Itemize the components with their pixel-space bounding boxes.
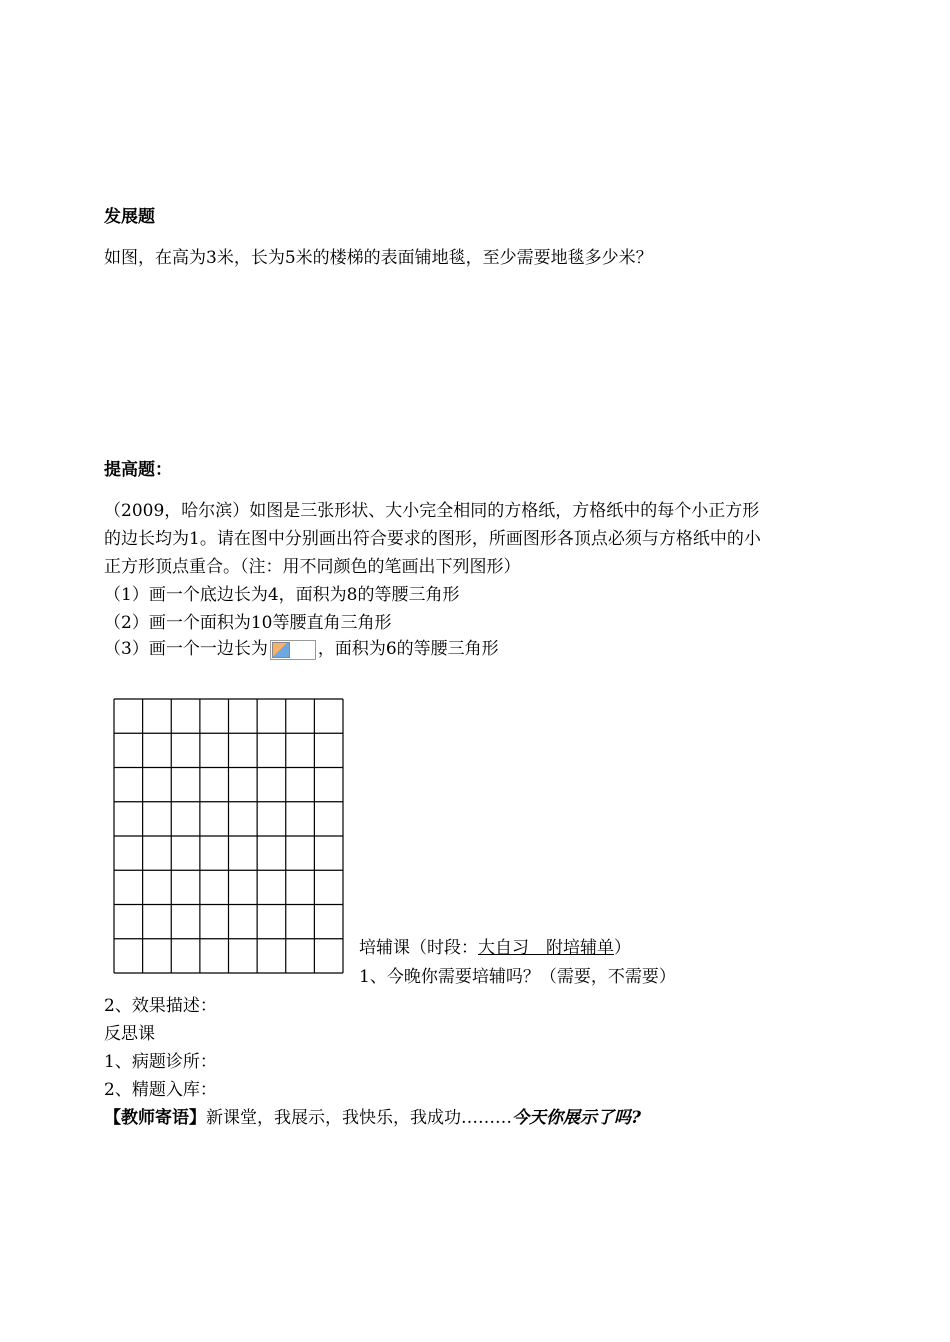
broken-image-icon <box>270 640 316 660</box>
advanced-intro-line-2: 的边长均为1。请在图中分别画出符合要求的图形，所画图形各顶点必须与方格纸中的小 <box>104 529 761 549</box>
advanced-intro-line-1: （2009，哈尔滨）如图是三张形状、大小完全相同的方格纸，方格纸中的每个小正方形 <box>104 501 760 521</box>
development-question: 如图，在高为3米，长为5米的楼梯的表面铺地毯，至少需要地毯多少米？ <box>104 248 653 268</box>
reflection-heading: 反思课 <box>104 1024 155 1044</box>
advanced-intro-line-3: 正方形顶点重合。（注：用不同颜色的笔画出下列图形） <box>104 557 521 577</box>
advanced-item-1: （1）画一个底边长为4，面积为8的等腰三角形 <box>104 585 460 605</box>
advanced-item-3-suffix: ，面积为6的等腰三角形 <box>317 639 499 659</box>
advanced-item-3-prefix: （3）画一个一边长为 <box>104 639 268 659</box>
tutoring-label <box>359 937 631 959</box>
tutoring-label-suffix: ） <box>614 938 631 958</box>
tutoring-period: 大自习 附培辅单 <box>478 938 614 958</box>
teacher-note-label: 【教师寄语】 <box>104 1108 206 1128</box>
tutoring-label-prefix: 培辅课（时段： <box>359 938 478 958</box>
square-grid-paper <box>113 698 344 974</box>
reflection-item-1: 1、病题诊所： <box>104 1052 217 1072</box>
section-heading-advanced: 提高题： <box>104 460 172 480</box>
teacher-note-text: 新课堂，我展示，我快乐，我成功……… <box>206 1108 512 1128</box>
advanced-item-2: （2）画一个面积为10等腰直角三角形 <box>104 613 392 633</box>
tutoring-question-2: 2、效果描述： <box>104 996 217 1016</box>
teacher-note <box>104 1107 641 1129</box>
reflection-item-2: 2、精题入库： <box>104 1080 217 1100</box>
teacher-note-italic: 今天你展示了吗? <box>512 1108 641 1128</box>
section-heading-development: 发展题 <box>104 207 155 227</box>
tutoring-question-1: 1、今晚你需要培辅吗？（需要，不需要） <box>359 967 676 987</box>
advanced-item-3 <box>104 638 499 660</box>
